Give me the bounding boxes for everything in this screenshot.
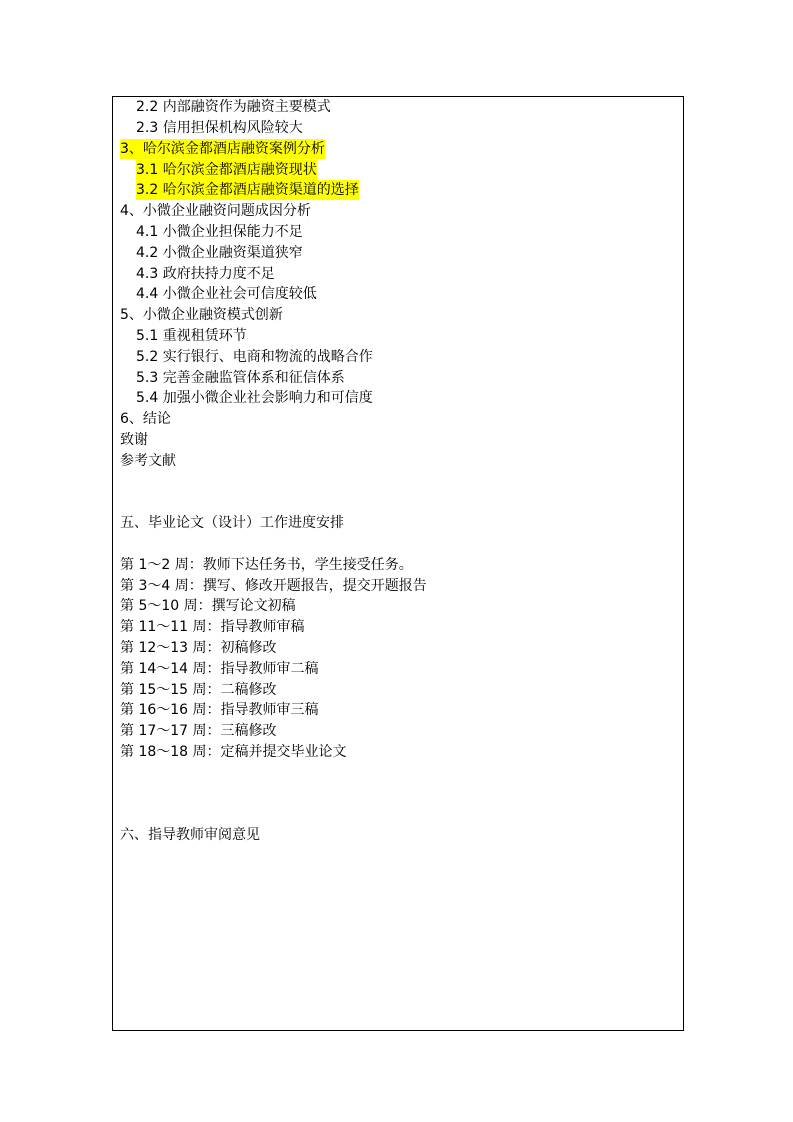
outline-item-5-2: 5.2 实行银行、电商和物流的战略合作 xyxy=(136,349,373,365)
schedule-row: 第 14～14 周：指导教师审二稿 xyxy=(120,661,319,677)
outline-item-5: 5、小微企业融资模式创新 xyxy=(120,307,283,323)
review-heading: 六、指导教师审阅意见 xyxy=(120,827,260,843)
schedule-row: 第 5～10 周：撰写论文初稿 xyxy=(120,598,296,614)
schedule-row: 第 15～15 周：二稿修改 xyxy=(120,682,277,698)
outline-item-2-3: 2.3 信用担保机构风险较大 xyxy=(136,120,303,136)
schedule-row: 第 1～2 周：教师下达任务书，学生接受任务。 xyxy=(120,557,413,573)
outline-item-2-2: 2.2 内部融资作为融资主要模式 xyxy=(136,99,331,115)
schedule-row: 第 16～16 周：指导教师审三稿 xyxy=(120,702,319,718)
outline-item-3: 3、哈尔滨金都酒店融资案例分析 xyxy=(120,141,325,157)
schedule-row: 第 11～11 周：指导教师审稿 xyxy=(120,619,305,635)
outline-item-4-2: 4.2 小微企业融资渠道狭窄 xyxy=(136,245,303,261)
outline-references: 参考文献 xyxy=(120,453,176,469)
outline-item-4-1: 4.1 小微企业担保能力不足 xyxy=(136,224,303,240)
schedule-row: 第 17～17 周：三稿修改 xyxy=(120,723,277,739)
outline-item-4: 4、小微企业融资问题成因分析 xyxy=(120,203,311,219)
outline-acknowledgement: 致谢 xyxy=(120,432,148,448)
outline-item-5-1: 5.1 重视租赁环节 xyxy=(136,328,247,344)
schedule-row: 第 3～4 周：撰写、修改开题报告，提交开题报告 xyxy=(120,578,427,594)
schedule-row: 第 18～18 周：定稿并提交毕业论文 xyxy=(120,744,347,760)
outline-item-4-3: 4.3 政府扶持力度不足 xyxy=(136,266,275,282)
outline-item-3-2: 3.2 哈尔滨金都酒店融资渠道的选择 xyxy=(136,182,359,198)
outline-item-4-4: 4.4 小微企业社会可信度较低 xyxy=(136,286,317,302)
outline-item-6: 6、结论 xyxy=(120,411,171,427)
outline-item-3-1: 3.1 哈尔滨金都酒店融资现状 xyxy=(136,162,317,178)
schedule-heading: 五、毕业论文（设计）工作进度安排 xyxy=(120,515,344,531)
schedule-row: 第 12～13 周：初稿修改 xyxy=(120,640,277,656)
outline-item-5-4: 5.4 加强小微企业社会影响力和可信度 xyxy=(136,390,373,406)
outline-item-5-3: 5.3 完善金融监管体系和征信体系 xyxy=(136,370,345,386)
